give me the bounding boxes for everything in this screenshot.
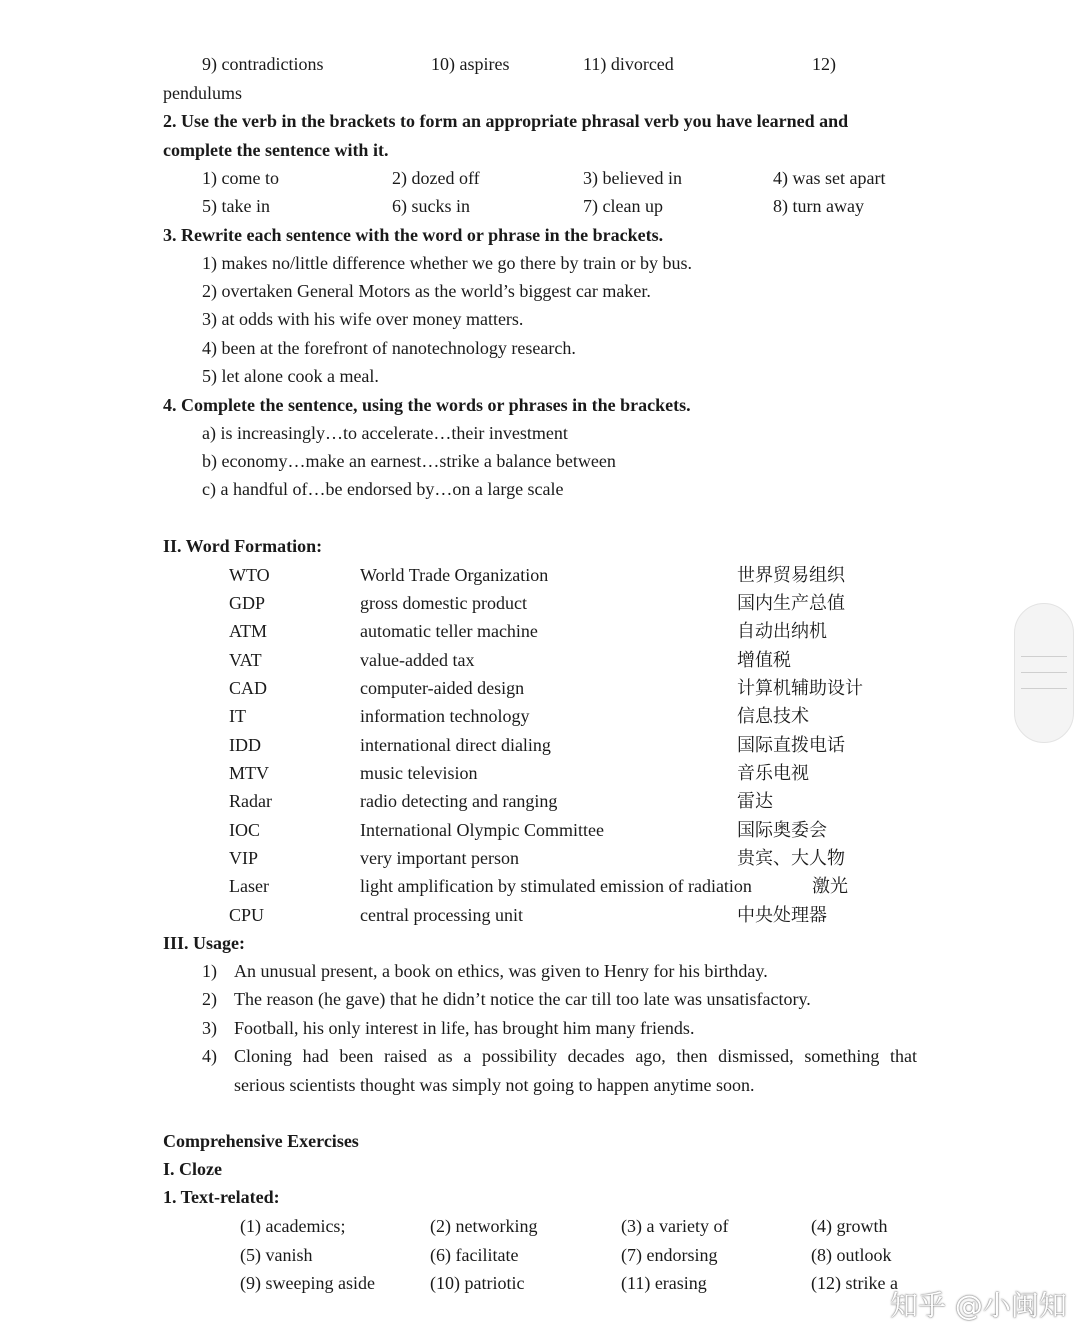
wf-zh: 国内生产总值 — [737, 593, 845, 613]
wf-abbr: ATM — [229, 621, 268, 641]
cloze-answer: (7) endorsing — [621, 1245, 718, 1265]
q3-line: 1) makes no/little difference whether we go there by train or by bus. — [202, 253, 693, 273]
cloze-answer: (12) strike a — [811, 1273, 898, 1293]
q2-answer: 3) believed in — [583, 168, 682, 188]
answer-12: 12) — [812, 54, 836, 74]
usage-number: 4) — [202, 1046, 217, 1066]
wf-abbr: GDP — [229, 593, 266, 613]
wf-abbr: IDD — [229, 735, 261, 755]
wf-full: very important person — [360, 848, 519, 868]
wf-abbr: VAT — [229, 650, 262, 670]
comprehensive-heading: Comprehensive Exercises — [163, 1131, 359, 1151]
cloze-answer: (6) facilitate — [430, 1245, 519, 1265]
wf-zh: 自动出纳机 — [737, 621, 827, 641]
wf-abbr: IT — [229, 706, 246, 726]
grip-line — [1021, 688, 1067, 689]
wf-full: light amplification by stimulated emission of radiation — [360, 876, 752, 896]
wf-full: information technology — [360, 706, 530, 726]
usage-text: Football, his only interest in life, has brought him many friends. — [234, 1018, 695, 1038]
answer-9: 9) contradictions — [202, 54, 324, 74]
wf-abbr: Laser — [229, 876, 269, 896]
wf-abbr: CAD — [229, 678, 268, 698]
q2-answer: 2) dozed off — [392, 168, 480, 188]
usage-text: Cloning had been raised as a possibility decades ago, then dismissed, something that — [234, 1046, 917, 1066]
cloze-answer: (8) outlook — [811, 1245, 892, 1265]
word-formation-heading: II. Word Formation: — [163, 536, 323, 556]
usage-text-continued: serious scientists thought was simply not going to happen anytime soon. — [234, 1075, 755, 1095]
wf-zh: 国际直拨电话 — [737, 735, 845, 755]
usage-number: 2) — [202, 989, 217, 1009]
q3-line: 5) let alone cook a meal. — [202, 366, 379, 386]
cloze-answer: (5) vanish — [240, 1245, 313, 1265]
q3-line: 4) been at the forefront of nanotechnology research. — [202, 338, 576, 358]
usage-text: The reason (he gave) that he didn’t notice the car till too late was unsatisfactory. — [234, 989, 811, 1009]
answer-10: 10) aspires — [431, 54, 510, 74]
usage-number: 3) — [202, 1018, 217, 1038]
cloze-answer: (3) a variety of — [621, 1216, 729, 1236]
wf-full: International Olympic Committee — [360, 820, 604, 840]
usage-heading: III. Usage: — [163, 933, 246, 953]
text-related-heading: 1. Text-related: — [163, 1187, 280, 1207]
wf-zh: 国际奥委会 — [737, 820, 827, 840]
wf-full: central processing unit — [360, 905, 523, 925]
cloze-answer: (11) erasing — [621, 1273, 707, 1293]
wf-zh: 贵宾、大人物 — [737, 848, 845, 868]
wf-full: automatic teller machine — [360, 621, 538, 641]
wf-zh: 激光 — [812, 876, 848, 896]
wf-full: international direct dialing — [360, 735, 551, 755]
wf-zh: 雷达 — [737, 791, 773, 811]
scroll-handle[interactable] — [1014, 603, 1074, 743]
q2-answer: 6) sucks in — [392, 196, 470, 216]
wf-full: gross domestic product — [360, 593, 527, 613]
wf-abbr: CPU — [229, 905, 265, 925]
wf-full: value-added tax — [360, 650, 475, 670]
cloze-heading: I. Cloze — [163, 1159, 222, 1179]
answer-12-wrap: pendulums — [163, 83, 242, 103]
q3-line: 3) at odds with his wife over money matters. — [202, 309, 524, 329]
wf-full: music television — [360, 763, 478, 783]
usage-text: An unusual present, a book on ethics, was given to Henry for his birthday. — [234, 961, 768, 981]
wf-zh: 世界贸易组织 — [737, 565, 845, 585]
q4-heading: 4. Complete the sentence, using the words or phrases in the brackets. — [163, 395, 691, 415]
wf-zh: 增值税 — [737, 650, 791, 670]
cloze-answer: (2) networking — [430, 1216, 538, 1236]
wf-full: computer-aided design — [360, 678, 525, 698]
q4-line: c) a handful of…be endorsed by…on a large scale — [202, 479, 564, 499]
wf-abbr: VIP — [229, 848, 259, 868]
wf-zh: 音乐电视 — [737, 763, 809, 783]
wf-zh: 中央处理器 — [737, 905, 827, 925]
cloze-answer: (4) growth — [811, 1216, 888, 1236]
q3-line: 2) overtaken General Motors as the world’s biggest car maker. — [202, 281, 651, 301]
wf-full: World Trade Organization — [360, 565, 549, 585]
grip-line — [1021, 672, 1067, 673]
wf-full: radio detecting and ranging — [360, 791, 558, 811]
wf-zh: 计算机辅助设计 — [737, 678, 863, 698]
q4-line: a) is increasingly…to accelerate…their investment — [202, 423, 568, 443]
zhihu-watermark: 知乎 @小闽知 — [890, 1289, 1067, 1322]
wf-abbr: WTO — [229, 565, 270, 585]
q2-heading-line1: 2. Use the verb in the brackets to form an appropriate phrasal verb you have learned and — [163, 111, 849, 131]
q2-answer: 7) clean up — [583, 196, 663, 216]
answer-11: 11) divorced — [583, 54, 674, 74]
q3-heading: 3. Rewrite each sentence with the word or phrase in the brackets. — [163, 225, 664, 245]
grip-line — [1021, 656, 1067, 657]
q2-answer: 1) come to — [202, 168, 279, 188]
wf-abbr: IOC — [229, 820, 260, 840]
q2-heading-line2: complete the sentence with it. — [163, 140, 389, 160]
usage-number: 1) — [202, 961, 217, 981]
cloze-answer: (10) patriotic — [430, 1273, 525, 1293]
wf-abbr: MTV — [229, 763, 269, 783]
q2-answer: 5) take in — [202, 196, 270, 216]
q4-line: b) economy…make an earnest…strike a balance between — [202, 451, 616, 471]
cloze-answer: (9) sweeping aside — [240, 1273, 375, 1293]
wf-abbr: Radar — [229, 791, 272, 811]
wf-zh: 信息技术 — [737, 706, 809, 726]
q2-answer: 8) turn away — [773, 196, 864, 216]
q2-answer: 4) was set apart — [773, 168, 886, 188]
cloze-answer: (1) academics; — [240, 1216, 346, 1236]
